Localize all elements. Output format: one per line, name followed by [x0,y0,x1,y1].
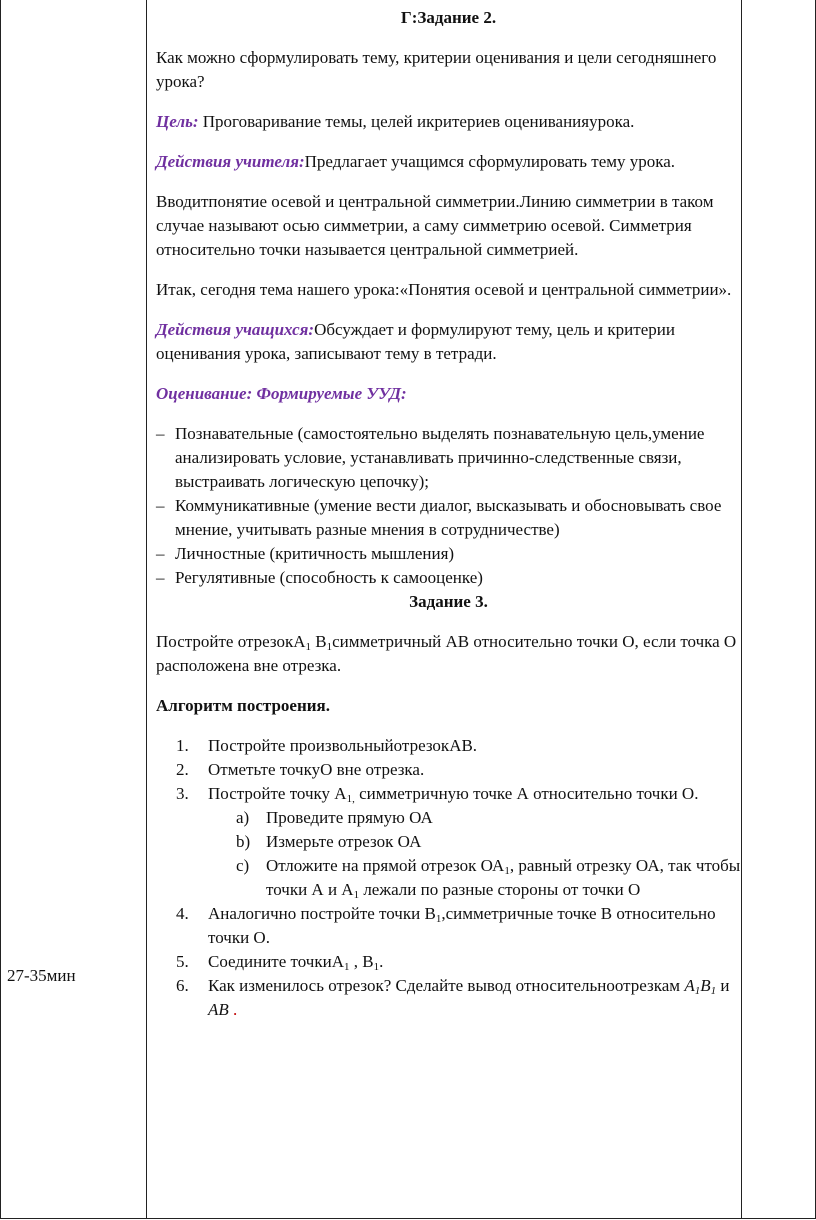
students-paragraph [156,318,741,366]
teacher-text: Предлагает учащимся сформулировать тему урока. [304,152,676,171]
table-border-bottom [0,1218,816,1219]
task2-question: Как можно сформулировать тему, критерии оценивания и цели сегодняшнего урока? [156,48,717,91]
teacher-paragraph [156,150,741,174]
students-text: Обсуждает и формулируют тему, цель и критерии оценивания урока, записывают тему в тетради. [156,320,675,363]
list-item: – Коммуникативные (умение вести диалог, высказывать и обосновывать свое мнение, учитывать разные мнения в сотрудничестве) [156,496,722,539]
assessment-label: Оценивание: Формируемые УУД: [156,384,407,403]
list-item: – Регулятивные (способность к самооценке) [156,568,483,587]
algorithm-steps-continued [156,902,741,1022]
goal-label: Цель: [156,112,199,131]
list-item: 1. Постройте произвольныйотрезокАВ. [176,736,478,755]
list-item: 5. Соедините точкиA$_1$ , $B_1$. [176,952,384,973]
teacher-label: Действия учителя: [156,152,305,171]
uud-list [156,422,741,590]
students-label: Действия учащихся: [156,320,315,339]
list-item: 2. Отметьте точкуО вне отрезка. [176,760,425,779]
list-item: 4. Аналогично постройте точки $В_1,симметричные$ точке В относительно точки О. [176,904,716,947]
list-item: b) Измерьте отрезок ОА [236,832,422,851]
list-item: c) Отложите на прямой отрезок $ОА_1$, равный отрезку ОА, так чтобы точки А и $А_1$ лежали по разные стороны от точки О [236,856,741,901]
sub-steps [156,806,741,902]
table-border-left [0,0,1,1219]
intro-paragraph: Вводитпонятие осевой и центральной симметрии.Линию симметрии в таком случае называют осью симметрии, а саму симметрию осевой. Симметрия относительно точки называется центральной симметрией. [156,192,714,259]
column-divider-1 [146,0,147,1219]
list-item: – Познавательные (самостоятельно выделять познавательную цель,умение анализировать условие, устанавливать причинно-следственные связи, выстраивать логическую цепочку); [156,424,705,491]
task3-heading: Задание 3. [409,592,488,611]
column-divider-2 [741,0,742,1219]
list-item: 3. Постройте точку $А_{1,}$ симметричную точке А относительно точки О. [176,784,699,805]
goal-text: Проговаривание темы, целей икритериев оцениванияурока. [198,112,635,131]
time-cell: 27-35мин [7,966,76,985]
list-item: – Личностные (критичность мышления) [156,544,455,563]
task3-prompt: Постройте отрезокA$_1$ $B_1симметричный$ АВ относительно точки О, если точка О расположена вне отрезка. [156,632,737,675]
task2-heading: Г:Задание 2. [400,8,497,27]
list-item: a) Проведите прямую ОА [236,808,433,827]
list-item: 6. Как изменилось отрезок? Сделайте вывод относительноотрезкам $A_1B_1$ и AB . [176,976,730,1019]
topic-paragraph: Итак, сегодня тема нашего урока:«Понятия осевой и центральной симметрии». [156,280,732,299]
algorithm-steps [156,734,741,806]
lesson-content [156,6,741,1022]
algorithm-title: Алгоритм построения. [156,696,330,715]
goal-paragraph [156,110,741,134]
